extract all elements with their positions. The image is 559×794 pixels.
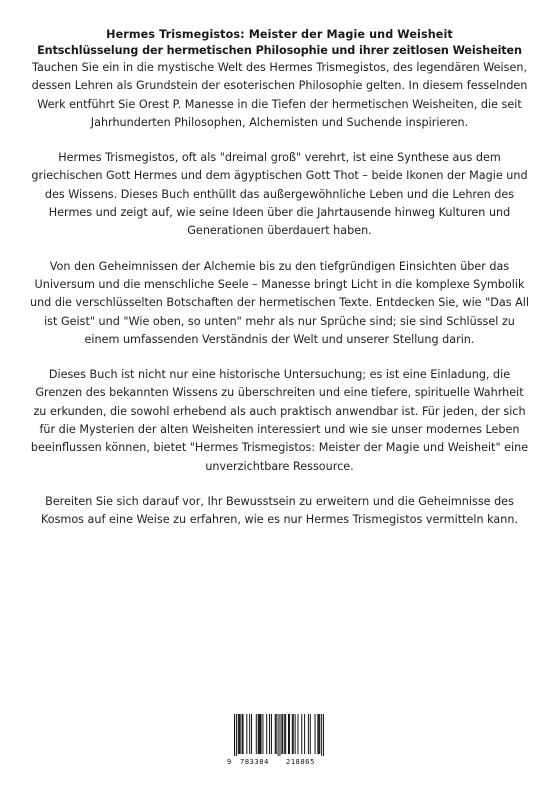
barcode-bar <box>310 714 311 754</box>
isbn-number <box>226 756 332 768</box>
barcode-bar <box>251 714 252 754</box>
barcode-bar <box>259 714 260 754</box>
barcode-bar <box>319 714 320 754</box>
blurb-paragraph-5: Bereiten Sie sich darauf vor, Ihr Bewusstsein zu erweitern und die Geheimnisse des Kosmos auf eine Weise zu erfahren, wie es nur Hermes Trismegistos vermitteln kann. <box>40 494 519 527</box>
barcode-bar <box>261 714 262 754</box>
barcode-bar <box>285 714 286 754</box>
book-subtitle: Entschlüsselung der hermetischen Philosophie und ihrer zeitlosen Weisheiten <box>37 44 522 57</box>
barcode-bar <box>308 714 309 754</box>
barcode-bar <box>260 714 261 754</box>
barcode-bar <box>297 714 298 754</box>
book-title: Hermes Trismegistos: Meister der Magie und Weisheit <box>106 28 453 41</box>
barcode-bar <box>293 714 294 754</box>
barcode-bar <box>276 714 277 754</box>
cover-header <box>30 27 529 59</box>
blurb-paragraph-4: Dieses Buch ist nicht nur eine historische Untersuchung; es ist eine Einladung, die Grenzen des bekannten Wissens zu überschreiten und eine tiefere, spirituelle Wahrheit zu erkunden, die sowohl erhebend als auch praktisch anwendbar ist. Für jeden, der sich für die Mysterien der alten Weisheiten interessiert und wie sie unser modernes Leben beeinflussen können, bietet "Hermes Trismegistos: Meister der Magie und Weisheit" eine unverzichtbare Ressource. <box>30 368 529 473</box>
barcode-bar <box>284 714 285 754</box>
barcode-bar <box>262 714 263 754</box>
barcode-bar <box>304 714 305 754</box>
isbn-barcode <box>226 712 332 768</box>
barcode-bar <box>249 714 250 754</box>
barcode-bar <box>279 714 280 756</box>
blurb-paragraph-2: Hermes Trismegistos, oft als "dreimal groß" verehrt, ist eine Synthese aus dem griechischen Gott Hermes und dem ägyptischen Gott Thot – beide Ikonen der Magie und des Wissens. Dieses Buch enthüllt das außergewöhnliche Leben und die Lehren des Hermes und zeigt auf, wie seine Ideen über die Jahrtausende hinweg Kulturen und Generationen überdauert haben. <box>31 151 528 238</box>
blurb-paragraph-3: Von den Geheimnissen der Alchemie bis zu den tiefgründigen Einsichten über das Universum und die menschliche Seele – Manesse bringt Licht in die komplexe Symbolik und die verschlüsselten Botschaften der hermetischen Texte. Entdecken Sie, wie "Das All ist Geist" und "Wie oben, so unten" mehr als nur Sprüche sind; sie sind Schlüssel zu einem umfassenden Verständnis der Welt und unserer Stellung darin. <box>30 259 529 346</box>
barcode-bar <box>246 714 247 754</box>
barcode-bar <box>258 714 259 754</box>
barcode-bar <box>295 714 296 754</box>
barcode-bar <box>242 714 243 754</box>
isbn-group-right: 218865 <box>286 758 315 766</box>
barcode-bar <box>289 714 290 754</box>
barcode-bar <box>234 714 235 756</box>
barcode-bar <box>239 714 240 754</box>
barcode-bar <box>281 714 282 754</box>
barcode-bar <box>236 714 237 756</box>
barcode-bar <box>318 714 319 754</box>
isbn-group-left: 783384 <box>240 758 269 766</box>
barcode-bar <box>292 714 293 754</box>
barcode-bar <box>301 714 302 754</box>
barcode-bars <box>234 714 324 756</box>
barcode-bar <box>240 714 241 754</box>
blurb <box>28 59 531 547</box>
barcode-bar <box>269 714 270 754</box>
blurb-paragraph-1: Tauchen Sie ein in die mystische Welt des Hermes Trismegistos, des legendären Weisen, dessen Lehren als Grundstein der esoterischen Philosophie gelten. In diesem fesselnden Werk entführt Sie Orest P. Manesse in die Tiefen der hermetischen Weisheiten, die seit Jahrhunderten Philosophen, Alchemisten und Suchende inspirieren. <box>31 61 528 129</box>
barcode-bar <box>256 714 257 754</box>
barcode-bar <box>321 714 322 756</box>
barcode-bar <box>243 714 244 754</box>
barcode-bar <box>282 714 283 754</box>
barcode-bar <box>315 714 316 754</box>
barcode-bar <box>323 714 324 756</box>
isbn-lead-digit: 9 <box>227 758 232 766</box>
barcode-bar <box>278 714 279 756</box>
barcode-bar <box>266 714 267 754</box>
barcode-bar <box>317 714 318 754</box>
barcode-bar <box>288 714 289 754</box>
barcode-bar <box>275 714 276 754</box>
barcode-bar <box>238 714 239 754</box>
barcode-bar <box>271 714 272 754</box>
